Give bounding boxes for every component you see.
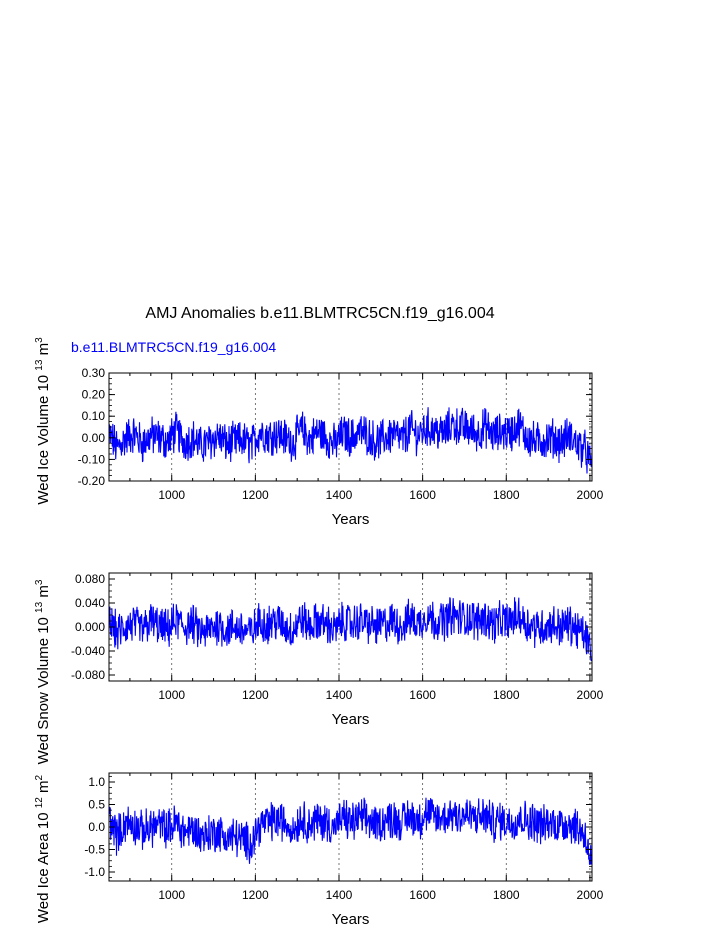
x-axis-label: Years [331,511,370,528]
data-series-line [109,597,591,661]
x-tick-label: 1800 [492,888,520,902]
y-axis-label: Wed Ice Area 10 $^{12}$ $m^2$ [34,774,52,924]
x-tick-label: 1800 [492,488,520,502]
x-axis-label: Years [331,711,370,728]
x-tick-label: 1200 [242,888,269,902]
y-tick-label: -1.0 [84,865,105,879]
x-tick-label: 1200 [242,688,269,702]
y-tick-label: -0.10 [77,452,105,467]
x-tick-label: 1000 [158,488,186,502]
y-axis-label: Wed Snow Volume 10 $^{13}$ $m^3$ [34,579,52,765]
y-tick-label: 0.0 [88,820,105,834]
x-tick-label: 1200 [242,488,269,502]
y-axis-label: Wed Ice Volume 10 $^{13}$ $m^3$ [34,337,52,505]
y-tick-label: 0.080 [74,572,105,586]
y-tick-label: -0.20 [77,474,105,488]
x-axis-label: Years [331,911,370,928]
y-tick-label: -0.040 [70,644,105,658]
y-tick-label: 1.0 [88,775,105,789]
data-series-line [109,407,591,473]
x-tick-label: 1000 [158,688,186,702]
x-tick-label: 1600 [409,488,436,502]
x-tick-label: 1800 [492,688,520,702]
y-tick-label: 0.20 [81,387,105,402]
x-tick-label: 1000 [158,888,186,902]
data-series-line [109,798,591,865]
chart-main-title: AMJ Anomalies b.e11.BLMTRC5CN.f19_g16.004 [145,305,495,322]
x-tick-label: 1400 [325,888,353,902]
x-tick-label: 2000 [576,688,604,702]
run-label: b.e11.BLMTRC5CN.f19_g16.004 [71,339,277,355]
y-tick-label: 0.10 [81,409,105,424]
y-tick-label: 0.00 [81,430,105,445]
x-tick-label: 2000 [576,488,604,502]
y-tick-label: 0.000 [74,620,105,634]
x-tick-label: 1400 [325,488,353,502]
x-tick-label: 2000 [576,888,604,902]
y-tick-label: 0.5 [88,797,105,812]
x-tick-label: 1600 [409,688,436,702]
y-tick-label: -0.080 [70,668,105,682]
y-tick-label: -0.5 [84,842,105,857]
y-tick-label: 0.30 [81,366,105,380]
y-tick-label: 0.040 [74,596,105,610]
x-tick-label: 1600 [409,888,436,902]
x-tick-label: 1400 [325,688,353,702]
